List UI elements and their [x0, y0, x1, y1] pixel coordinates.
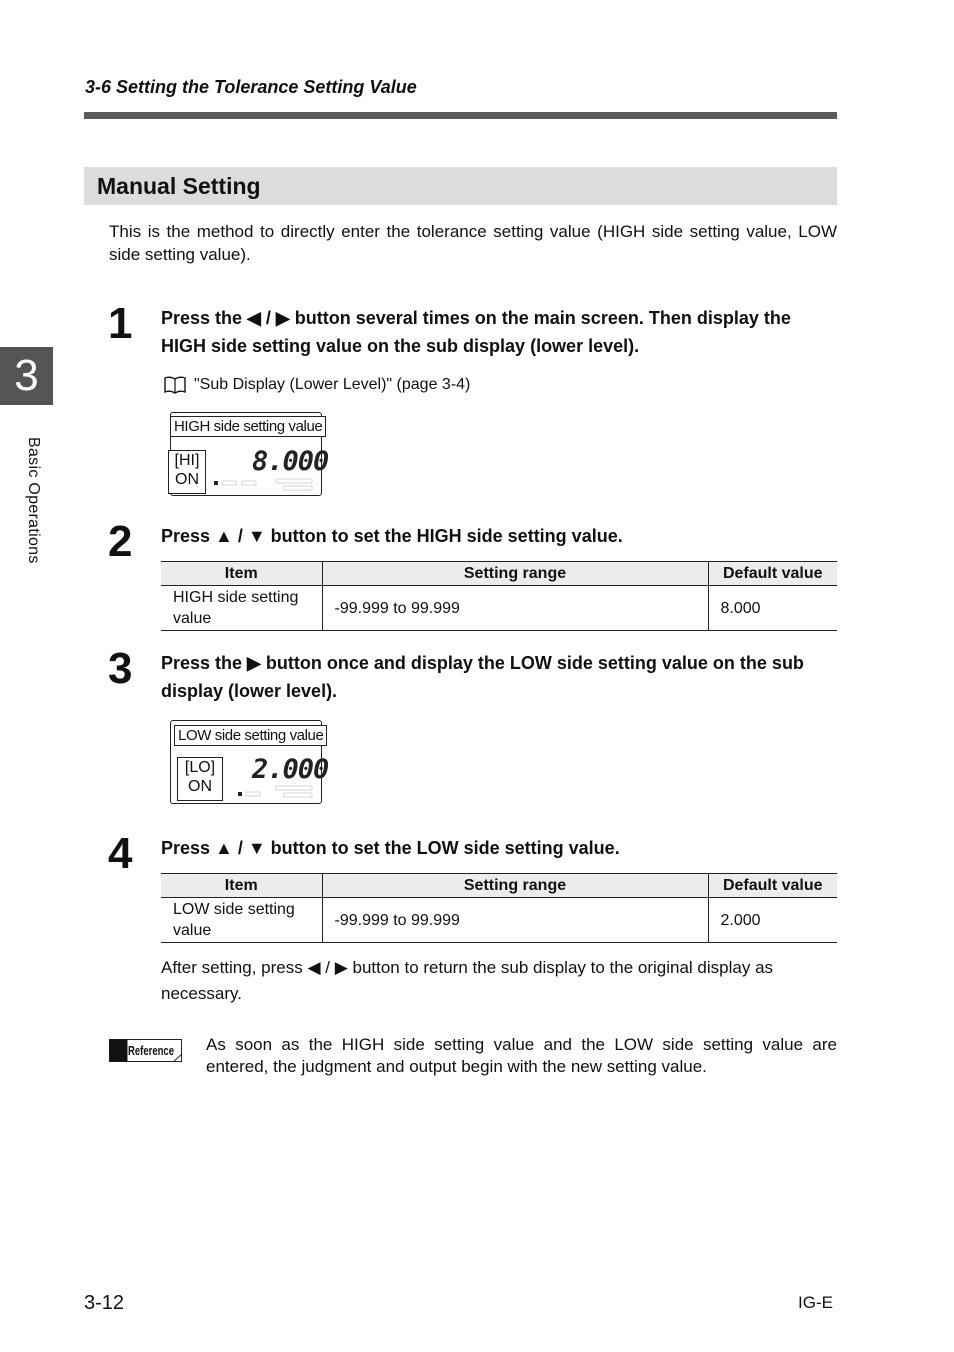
table-header-row: [161, 562, 837, 586]
table-row: [161, 898, 837, 943]
chapter-label: Basic Operations: [25, 437, 42, 564]
after-setting-note: After setting, press ◀ / ▶ button to return the sub display to the original display as necessary.: [161, 958, 774, 1003]
low-setting-table: [161, 873, 837, 943]
display-low-tag-line1: [LO]: [184, 759, 216, 776]
table-cell-default: 2.000: [708, 898, 837, 943]
display-high-callout: HIGH side setting value: [170, 416, 326, 437]
intro-paragraph: This is the method to directly enter the tolerance setting value (HIGH side setting value, LOW side setting value).: [109, 222, 837, 264]
table-header-range: Setting range: [322, 562, 708, 586]
step-2-text: Press ▲ / ▼ button to set the HIGH side setting value.: [161, 526, 623, 546]
display-low-tag-line2: ON: [188, 778, 212, 795]
display-low-tag: [177, 757, 223, 801]
header-rule: [84, 112, 837, 119]
step-1-number: 1: [108, 299, 133, 348]
table-header-row: [161, 874, 837, 898]
step-3-text: Press the ▶ button once and display the LOW side setting value on the sub display (lower level).: [161, 653, 804, 701]
display-low-panel: [166, 718, 336, 806]
table-cell-item: LOW side setting value: [161, 898, 322, 943]
table-cell-default: 8.000: [708, 586, 837, 631]
page-number: 3-12: [84, 1292, 125, 1314]
reference-badge-label: Reference: [128, 1043, 174, 1058]
step-1-text: Press the ◀ / ▶ button several times on the main screen. Then display the HIGH side setting value on the sub display (lower level).: [161, 308, 791, 356]
display-high-value: 8.000: [252, 446, 329, 477]
step-2-number: 2: [108, 517, 133, 566]
book-icon: [164, 376, 186, 394]
reference-link-text: "Sub Display (Lower Level)" (page 3-4): [194, 376, 471, 393]
table-header-item: Item: [161, 562, 322, 586]
table-row: [161, 586, 837, 631]
reference-note: As soon as the HIGH side setting value and the LOW side setting value are entered, the judgment and output begin with the new setting value.: [206, 1035, 837, 1076]
reference-link: [164, 376, 470, 394]
table-header-default: Default value: [708, 874, 837, 898]
display-high-tag-line2: ON: [175, 471, 199, 488]
table-header-range: Setting range: [322, 874, 708, 898]
section-title: 3-6 Setting the Tolerance Setting Value: [85, 77, 417, 97]
table-cell-item: HIGH side setting value: [161, 586, 322, 631]
heading-bar: [84, 167, 837, 205]
display-low-value: 2.000: [252, 754, 329, 785]
high-setting-table: [161, 561, 837, 631]
table-cell-range: -99.999 to 99.999: [322, 898, 708, 943]
heading: Manual Setting: [97, 173, 261, 199]
display-high-indicators: [212, 478, 318, 492]
reference-badge: [109, 1039, 183, 1063]
display-low-callout: LOW side setting value: [174, 725, 327, 746]
step-4-text: Press ▲ / ▼ button to set the LOW side setting value.: [161, 838, 620, 858]
table-header-default: Default value: [708, 562, 837, 586]
display-high-tag: [168, 450, 206, 494]
display-low-indicators: [228, 784, 318, 800]
step-4-number: 4: [108, 829, 133, 878]
table-header-item: Item: [161, 874, 322, 898]
display-high-tag-line1: [HI]: [174, 452, 200, 469]
display-high-panel: [166, 410, 331, 498]
chapter-tab: 3: [0, 347, 53, 405]
step-3-number: 3: [108, 644, 133, 693]
document-code: IG-E: [798, 1293, 833, 1312]
table-cell-range: -99.999 to 99.999: [322, 586, 708, 631]
